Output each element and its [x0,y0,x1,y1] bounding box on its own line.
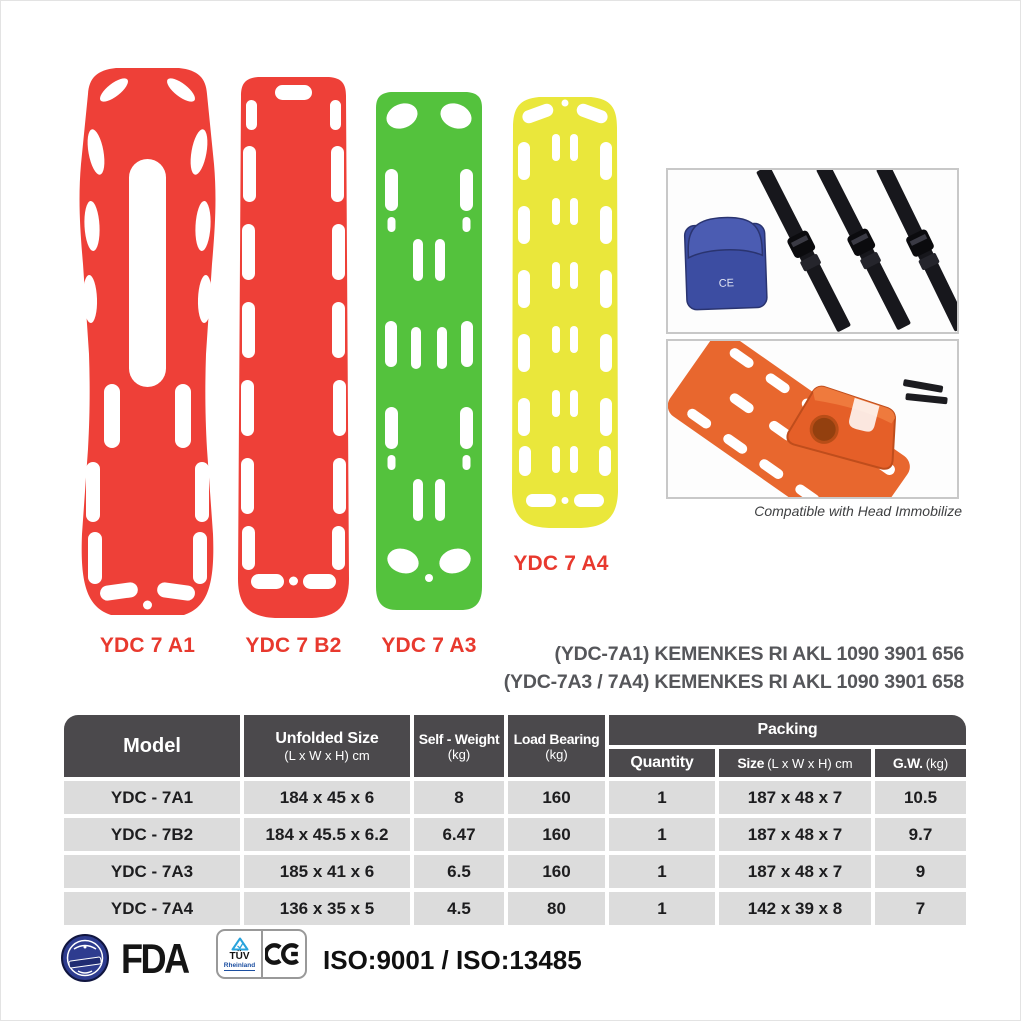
immobilizer-photo [668,341,957,497]
spine-board-ydc7a3-image [373,89,485,613]
cell-quantity: 1 [609,818,715,851]
cell-load-bearing: 160 [508,781,605,814]
product-label-ydc7b2: YDC 7 B2 [245,634,342,657]
cell-self-weight: 8 [414,781,504,814]
cell-load-bearing: 80 [508,892,605,925]
straps-photo-frame [666,168,959,334]
col-header-packing-size: Size (L x W x H) cm [719,749,871,777]
cell-unfolded-size: 184 x 45 x 6 [244,781,410,814]
cell-model: YDC - 7A3 [64,855,240,888]
col-header-unfolded-size: Unfolded Size (L x W x H) cm [244,715,410,777]
col-header-quantity: Quantity [609,749,715,777]
cell-model: YDC - 7B2 [64,818,240,851]
col-header-model: Model [64,715,240,777]
cell-gross-weight: 9.7 [875,818,966,851]
immobilizer-caption: Compatible with Head Immobilize [754,503,962,519]
cell-packing-size: 187 x 48 x 7 [719,781,871,814]
pouch-ce-label: CE [718,277,735,290]
cell-quantity: 1 [609,892,715,925]
cell-gross-weight: 7 [875,892,966,925]
cell-quantity: 1 [609,855,715,888]
cell-model: YDC - 7A4 [64,892,240,925]
immobilizer-straps [903,379,948,404]
cell-gross-weight: 10.5 [875,781,966,814]
registration-text [504,640,964,696]
storage-pouch [684,216,767,310]
product-label-ydc7a1: YDC 7 A1 [99,634,196,657]
cell-unfolded-size: 136 x 35 x 5 [244,892,410,925]
tuv-rheinland-logo [216,929,263,979]
rheinland-label: Rheinland [223,962,256,969]
spec-table [64,715,966,925]
cell-quantity: 1 [609,781,715,814]
cell-gross-weight: 9 [875,855,966,888]
cell-load-bearing: 160 [508,818,605,851]
cell-unfolded-size: 184 x 45.5 x 6.2 [244,818,410,851]
spine-board-ydc7b2-image [234,74,353,621]
cell-packing-size: 142 x 39 x 8 [719,892,871,925]
cell-load-bearing: 160 [508,855,605,888]
cell-self-weight: 4.5 [414,892,504,925]
spine-board-ydc7a4-image [509,94,621,531]
col-header-gross-weight: G.W. (kg) [875,749,966,777]
cell-self-weight: 6.5 [414,855,504,888]
cell-self-weight: 6.47 [414,818,504,851]
col-header-self-weight: Self - Weight (kg) [414,715,504,777]
ce-mark-icon [265,940,303,968]
tuv-label: TÜV [229,951,250,962]
cell-unfolded-size: 185 x 41 x 6 [244,855,410,888]
straps-photo [668,170,957,332]
ce-mark-logo [261,929,307,979]
spine-board-ydc7a1-image [76,64,219,619]
product-label-ydc7a4: YDC 7 A4 [513,552,609,575]
fda-logo: FDA [121,935,188,982]
round-certification-badge-icon [61,934,109,982]
cell-packing-size: 187 x 48 x 7 [719,855,871,888]
cell-model: YDC - 7A1 [64,781,240,814]
cell-packing-size: 187 x 48 x 7 [719,818,871,851]
col-header-packing: Packing [609,715,966,745]
tuv-triangle-icon [231,937,249,951]
registration-line-1: (YDC-7A1) KEMENKES RI AKL 1090 3901 656 [554,643,964,665]
restraint-strap [872,170,957,332]
col-header-load-bearing: Load Bearing (kg) [508,715,605,777]
immobilizer-photo-frame [666,339,959,499]
iso-certification-text: ISO:9001 / ISO:13485 [323,945,582,975]
product-label-ydc7a3: YDC 7 A3 [381,634,477,657]
registration-line-2: (YDC-7A3 / 7A4) KEMENKES RI AKL 1090 3901 658 [503,671,964,693]
